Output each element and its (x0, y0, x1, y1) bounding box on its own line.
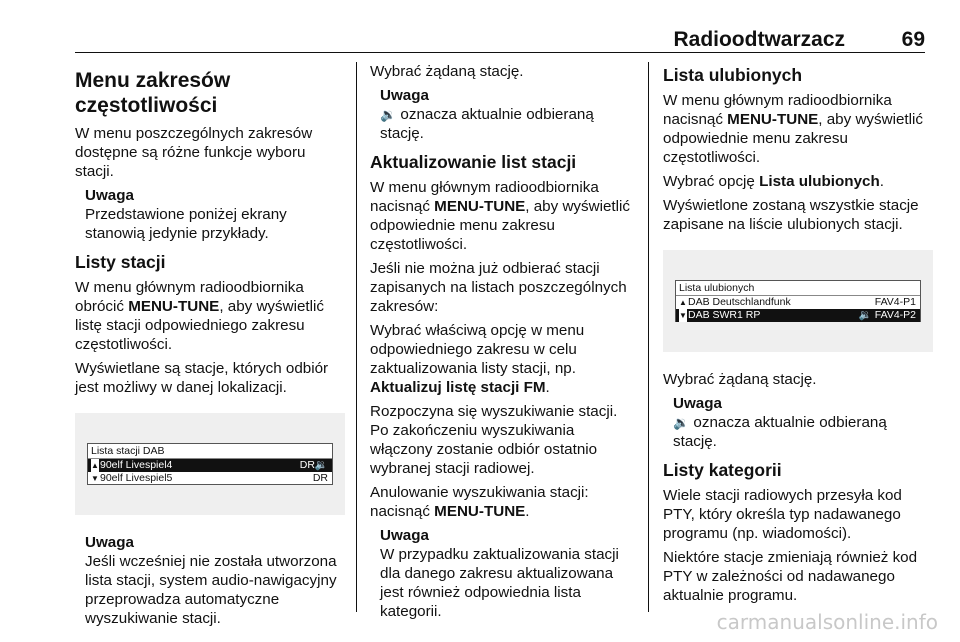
subheading: Listy stacji (75, 252, 166, 272)
display-screen (87, 443, 333, 485)
paragraph (663, 172, 933, 191)
arrow-down-icon: ▼ (679, 311, 687, 320)
note (370, 86, 632, 143)
note-text (673, 413, 933, 451)
list-item (676, 309, 920, 322)
station-name: DAB Deutschlandfunk (688, 296, 791, 308)
column-3 (663, 62, 933, 610)
control-name: MENU-TUNE (434, 198, 526, 215)
station-band: DR (312, 472, 328, 484)
text: W menu głównym radioodbiornika obrócić (75, 279, 304, 315)
page-title: Radioodtwarzacz (673, 28, 845, 51)
note-label: Uwaga (380, 527, 429, 544)
text: , aby wyświetlić listę stacji odpowiedniego zakresu częstotliwości. (75, 298, 324, 353)
text: , aby wyświetlić odpowiednie menu zakresu częstotliwości. (370, 198, 630, 253)
note (663, 394, 933, 451)
note-label: Uwaga (85, 534, 134, 551)
display-screen (675, 280, 921, 322)
arrow-down-icon: ▼ (91, 474, 99, 483)
paragraph: Jeśli nie można już odbierać stacji zapisanych na listach poszczególnych zakresów: (370, 260, 627, 315)
paragraph: Wyświetlone zostaną wszystkie stacje zapisane na liście ulubionych stacji. (663, 197, 919, 233)
text: oznacza aktualnie odbieraną stację. (673, 414, 887, 450)
paragraph (75, 278, 345, 354)
watermark: carmanualsonline.info (716, 610, 938, 634)
paragraph: W menu poszczególnych zakresów dostępne są różne funkcje wyboru stacji. (75, 125, 313, 180)
speaker-icon: 🔉 (673, 415, 690, 430)
station-band: DR🔉 (299, 459, 328, 471)
list-item (88, 472, 332, 485)
page-number: 69 (901, 28, 925, 51)
text: W menu głównym radioodbiornika nacisnąć (370, 179, 599, 215)
section-heading: Menu zakresów częstotliwości (75, 69, 231, 117)
note-label: Uwaga (673, 395, 722, 412)
paragraph: Rozpoczyna się wyszukiwanie stacji. Po zakończeniu wyszukiwania włączony zostanie odbiór ostatnio wybranej stacji radiowej. (370, 403, 618, 477)
text: W menu głównym radioodbiornika nacisnąć (663, 92, 892, 128)
paragraph (370, 321, 632, 397)
list-item (88, 459, 332, 472)
note-text: Przedstawione poniżej ekrany stanowią jedynie przykłady. (85, 206, 287, 242)
station-name: 90elf Livespiel4 (100, 459, 173, 471)
arrow-up-icon: ▲ (91, 461, 99, 470)
control-name: MENU-TUNE (434, 503, 526, 520)
menu-option: Aktualizuj listę stacji FM (370, 379, 546, 396)
text: . (525, 503, 530, 520)
speaker-icon: 🔉 (380, 107, 397, 122)
paragraph: Wiele stacji radiowych przesyła kod PTY, który określa typ nadawanego programu (np. wiadomości). (663, 487, 902, 542)
note (75, 533, 345, 628)
column-divider (648, 62, 649, 612)
arrow-up-icon: ▲ (679, 298, 687, 307)
paragraph (663, 91, 933, 167)
favourite-slot: 🔉 FAV4-P2 (858, 309, 916, 321)
station-name: DAB SWR1 RP (688, 309, 761, 321)
text: , aby wyświetlić odpowiednie menu zakresu częstotliwości. (663, 111, 923, 166)
note-text: Jeśli wcześniej nie została utworzona lista stacji, system audio-nawigacyjny przeprowadza automatyczne wyszukiwanie stacji. (85, 553, 337, 627)
note (75, 186, 345, 243)
station-name: 90elf Livespiel5 (100, 472, 173, 484)
screen-illustration (663, 250, 933, 352)
paragraph: Wyświetlane są stacje, których odbiór jest możliwy w danej lokalizacji. (75, 360, 329, 396)
text: oznacza aktualnie odbieraną stację. (380, 106, 594, 142)
header-rule (75, 52, 925, 53)
subheading: Lista ulubionych (663, 65, 803, 85)
list-item (676, 296, 920, 309)
paragraph (370, 483, 632, 521)
page-header (75, 28, 925, 50)
column-2 (370, 62, 632, 627)
column-divider (356, 62, 357, 612)
screen-title: Lista ulubionych (676, 281, 920, 296)
column-1 (75, 62, 345, 634)
note-label: Uwaga (380, 87, 429, 104)
subheading: Aktualizowanie list stacji (370, 152, 577, 172)
text: . (545, 379, 550, 396)
note-text (380, 105, 632, 143)
menu-option: Lista ulubionych (759, 173, 880, 190)
text: Wybrać opcję (663, 173, 760, 190)
paragraph: Wybrać żądaną stację. (370, 63, 524, 80)
screen-title: Lista stacji DAB (88, 444, 332, 459)
note (370, 526, 632, 621)
paragraph: Niektóre stacje zmieniają również kod PTY w zależności od nadawanego aktualnie programu. (663, 549, 918, 604)
subheading: Listy kategorii (663, 460, 782, 480)
screen-illustration (75, 413, 345, 515)
text: Anulowanie wyszukiwania stacji: nacisnąć (370, 484, 589, 520)
favourite-slot: FAV4-P1 (874, 296, 916, 308)
text: . (879, 173, 884, 190)
control-name: MENU-TUNE (128, 298, 220, 315)
text: Wybrać właściwą opcję w menu odpowiedniego zakresu w celu zaktualizowania listy stacji, np. (370, 322, 585, 377)
paragraph: Wybrać żądaną stację. (663, 371, 817, 388)
paragraph (370, 178, 632, 254)
control-name: MENU-TUNE (727, 111, 819, 128)
note-label: Uwaga (85, 187, 134, 204)
note-text: W przypadku zaktualizowania stacji dla danego zakresu aktualizowana jest również odpowiednia lista kategorii. (380, 546, 619, 620)
